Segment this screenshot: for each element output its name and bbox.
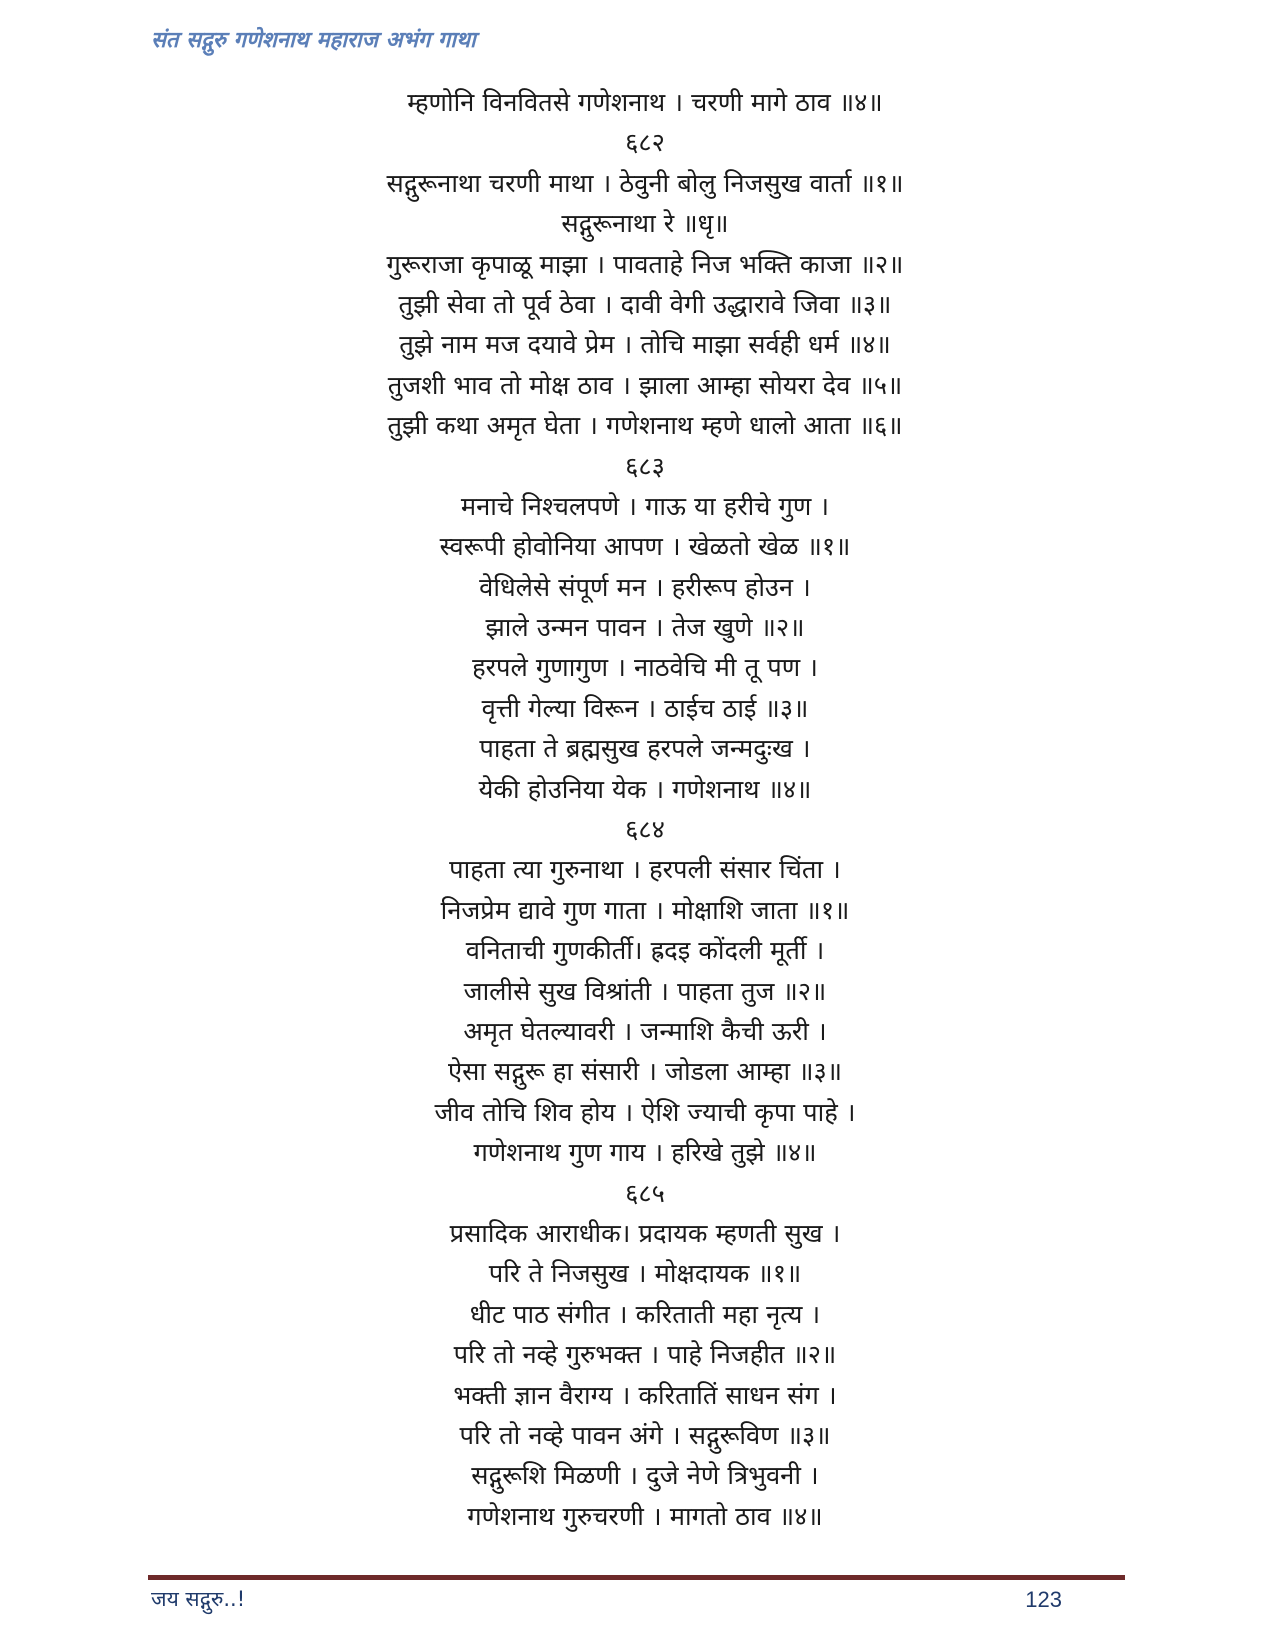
footer-divider bbox=[148, 1575, 1125, 1580]
verse-line: गुरूराजा कृपाळू माझा । पावताहे निज भक्ति काजा ॥२॥ bbox=[386, 249, 904, 280]
verse-line: जीव तोचि शिव होय । ऐशि ज्याची कृपा पाहे । bbox=[434, 1097, 856, 1128]
verse-line: गणेशनाथ गुरुचरणी । मागतो ठाव ॥४॥ bbox=[467, 1501, 823, 1532]
verse-line: परि ते निजसुख । मोक्षदायक ॥१॥ bbox=[488, 1259, 802, 1290]
verse-line: परि तो नव्हे गुरुभक्त । पाहे निजहीत ॥२॥ bbox=[453, 1340, 837, 1371]
verse-line: परि तो नव्हे पावन अंगे । सद्गुरूविण ॥३॥ bbox=[459, 1420, 831, 1451]
verse-line: स्वरूपी होवोनिया आपण । खेळतो खेळ ॥१॥ bbox=[439, 532, 851, 563]
verse-line: तुझी कथा अमृत घेता । गणेशनाथ म्हणे धालो आता ॥६॥ bbox=[387, 411, 903, 442]
verse-line: तुझे नाम मज दयावे प्रेम । तोचि माझा सर्वही धर्म ॥४॥ bbox=[399, 330, 891, 361]
verse-line: अमृत घेतल्यावरी । जन्माशि कैची ऊरी । bbox=[463, 1016, 827, 1047]
verse-line: निजप्रेम द्यावे गुण गाता । मोक्षाशि जाता ॥१॥ bbox=[440, 895, 850, 926]
verse-line: येकी होउनिया येक । गणेशनाथ ॥४॥ bbox=[478, 774, 812, 805]
verse-line: पाहता ते ब्रह्मसुख हरपले जन्मदुःख । bbox=[479, 734, 811, 765]
running-header: संत सद्गुरु गणेशनाथ महाराज अभंग गाथा bbox=[151, 28, 476, 53]
verse-line: भक्ती ज्ञान वैराग्य । करितातिं साधन संग । bbox=[453, 1380, 837, 1411]
verse-line: जालीसे सुख विश्रांती । पाहता तुज ॥२॥ bbox=[463, 976, 827, 1007]
footer-text: जय सद्गुरु..! bbox=[151, 1587, 246, 1611]
abhang-number: ६८३ bbox=[625, 451, 665, 482]
verse-line: तुझी सेवा तो पूर्व ठेवा । दावी वेगी उद्धारावे जिवा ॥३॥ bbox=[398, 289, 892, 320]
verse-line: झाले उन्मन पावन । तेज खुणे ॥२॥ bbox=[485, 613, 805, 644]
verse-line: वेधिलेसे संपूर्ण मन । हरीरूप होउन । bbox=[479, 572, 811, 603]
abhang-number: ६८५ bbox=[625, 1178, 665, 1209]
abhang-number: ६८२ bbox=[625, 128, 665, 159]
verse-line: तुजशी भाव तो मोक्ष ठाव । झाला आम्हा सोयरा देव ॥५॥ bbox=[387, 370, 903, 401]
verse-line: हरपले गुणागुण । नाठवेचि मी तू पण । bbox=[472, 653, 818, 684]
verse-line: प्रसादिक आराधीक। प्रदायक म्हणती सुख । bbox=[449, 1218, 841, 1249]
page-number: 123 bbox=[1025, 1587, 1062, 1612]
verse-line: सद्गुरूनाथा रे ॥धृ॥ bbox=[561, 209, 729, 240]
verse-line: वृत्ती गेल्या विरून । ठाईच ठाई ॥३॥ bbox=[481, 693, 809, 724]
verse-line: धीट पाठ संगीत । करिताती महा नृत्य । bbox=[469, 1299, 821, 1330]
verse-line: सद्गुरूशि मिळणी । दुजे नेणे त्रिभुवनी । bbox=[471, 1461, 819, 1492]
verse-line: गणेशनाथ गुण गाय । हरिखे तुझे ॥४॥ bbox=[473, 1138, 817, 1169]
verse-line: वनिताची गुणकीर्ती। ह्रदइ कोंदली मूर्ती । bbox=[465, 936, 825, 967]
abhang-text bbox=[150, 83, 1140, 1537]
verse-line: ऐसा सद्गुरू हा संसारी । जोडला आम्हा ॥३॥ bbox=[447, 1057, 843, 1088]
verse-line: पाहता त्या गुरुनाथा । हरपली संसार चिंता । bbox=[449, 855, 841, 886]
verse-line: मनाचे निश्चलपणे । गाऊ या हरीचे गुण । bbox=[460, 491, 830, 522]
abhang-number: ६८४ bbox=[625, 815, 665, 846]
verse-line: सद्गुरूनाथा चरणी माथा । ठेवुनी बोलु निजसुख वार्ता ॥१॥ bbox=[386, 168, 904, 199]
verse-line: म्हणोनि विनवितसे गणेशनाथ । चरणी मागे ठाव ॥४॥ bbox=[407, 88, 883, 118]
